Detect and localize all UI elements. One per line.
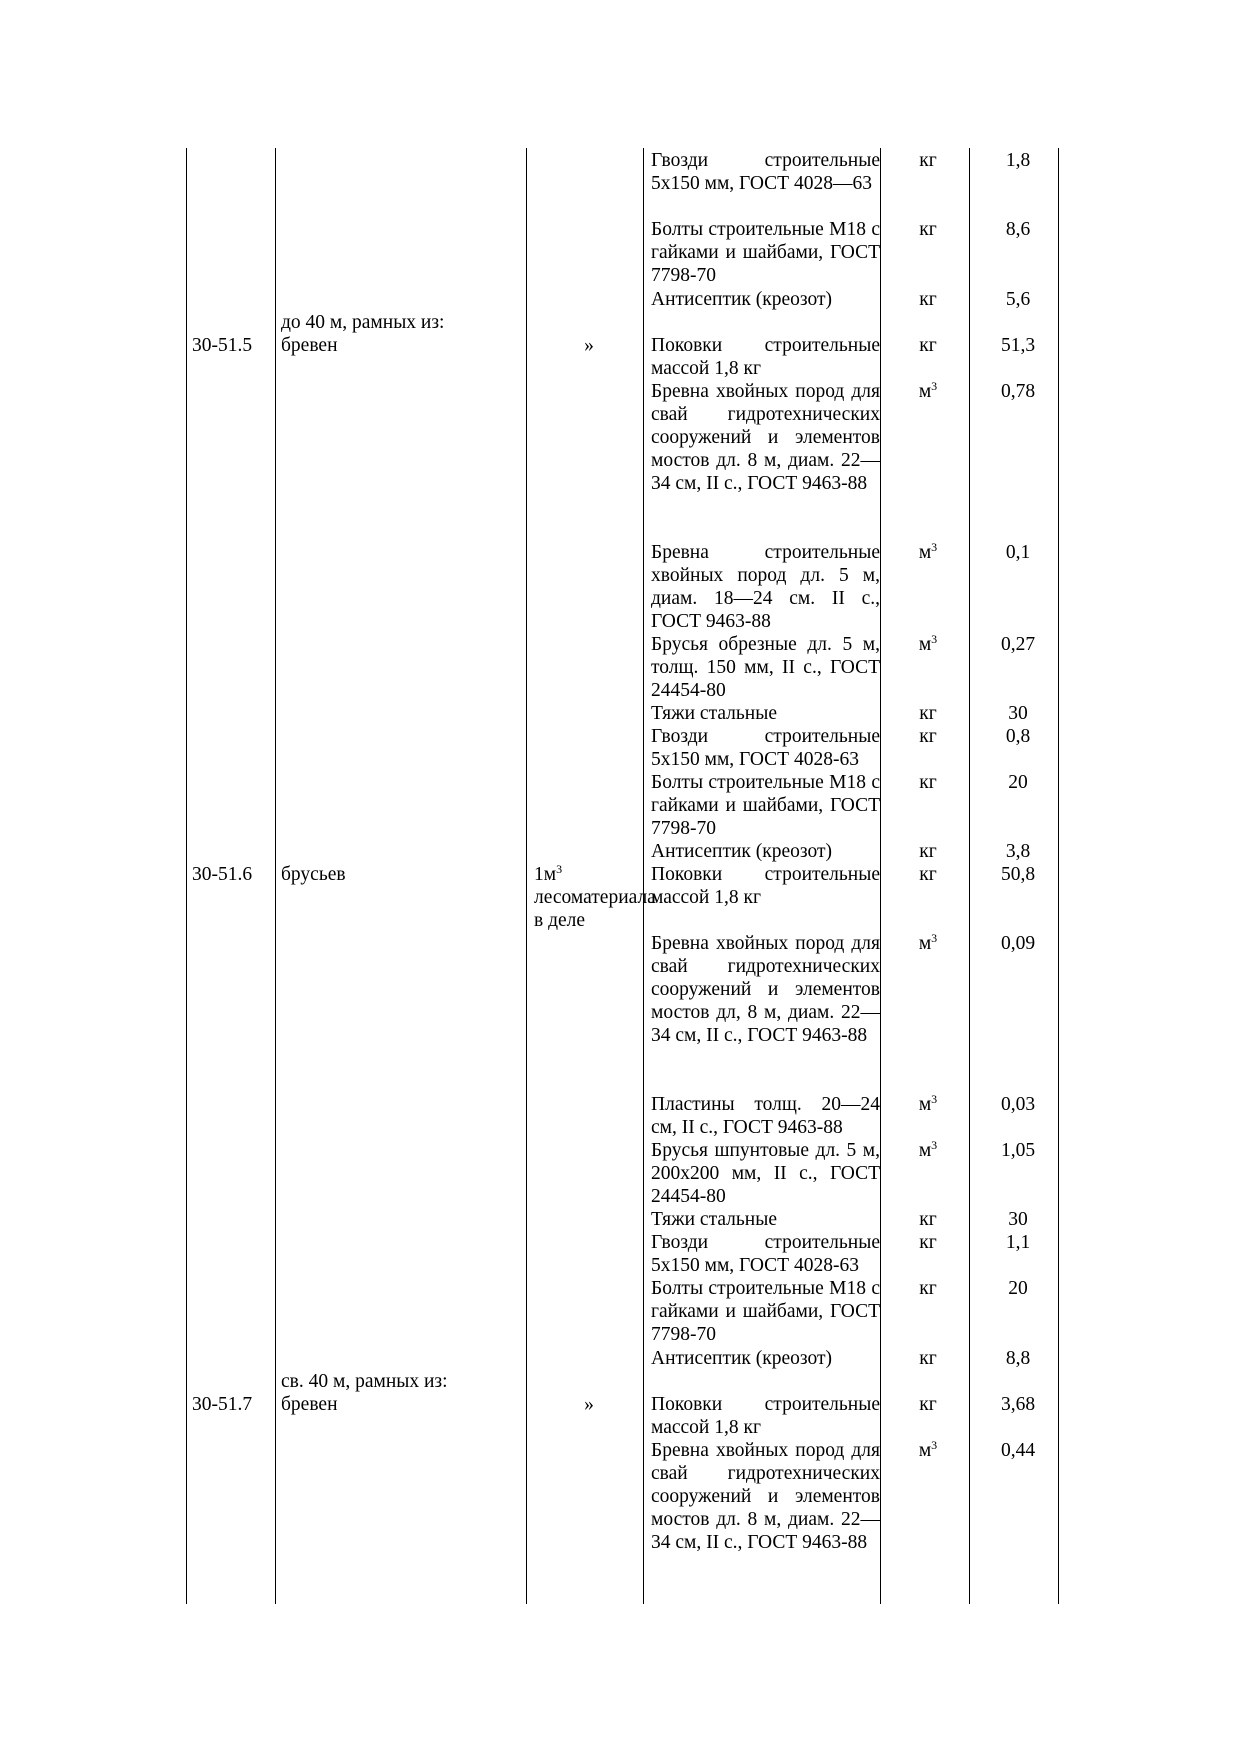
material-quantity: 3,68 (1000, 1394, 1036, 1415)
work-name: брусьев (281, 864, 346, 885)
material-unit (888, 218, 968, 241)
measure-unit-text: лесоматериала в деле (534, 887, 656, 931)
material-unit (888, 840, 968, 863)
material-quantity: 3,8 (1005, 841, 1031, 862)
material-name: Болты строительные M18 с гайками и шайбами, ГОСТ 7798-70 (651, 1278, 880, 1345)
material-unit (888, 288, 968, 311)
material-quantity: 0,1 (1005, 542, 1031, 563)
material-name: Гвозди строительные 5x150 мм, ГОСТ 4028—63 (651, 150, 880, 194)
measure-unit: » (584, 335, 594, 356)
material-name: Бревна хвойных пород для свай гидротехнических сооружений и элементов мостов дл, 8 м, диам. 22—34 см, II с., ГОСТ 9463-88 (651, 933, 880, 1046)
material-unit (888, 1439, 968, 1462)
material-name: Болты строительные M18 с гайками и шайбами, ГОСТ 7798-70 (651, 219, 880, 286)
material-quantity: 0,8 (1005, 726, 1031, 747)
material-quantity: 5,6 (1005, 289, 1031, 310)
material-unit (888, 771, 968, 794)
material-unit (888, 702, 968, 725)
material-quantity: 1,8 (1005, 150, 1031, 171)
material-unit-exponent: 3 (931, 931, 938, 945)
column-divider-4 (880, 148, 881, 1604)
material-unit-exponent: 3 (931, 540, 938, 554)
material-unit-exponent: 3 (931, 1138, 938, 1152)
material-unit-base: кг (919, 150, 937, 171)
material-quantity: 0,44 (1000, 1440, 1036, 1461)
material-unit (888, 1347, 968, 1370)
material-name: Поковки строительные массой 1,8 кг (651, 335, 880, 379)
material-name: Болты строительные M18 с гайками и шайбами, ГОСТ 7798-70 (651, 772, 880, 839)
measure-unit-base: 1м (534, 864, 557, 885)
material-unit (888, 380, 968, 403)
material-unit-base: кг (919, 1232, 937, 1253)
material-quantity: 20 (1008, 1278, 1028, 1299)
material-unit-exponent: 3 (931, 379, 938, 393)
material-unit-base: кг (919, 289, 937, 310)
item-code: 30-51.7 (192, 1394, 253, 1415)
table-border-right (1058, 148, 1059, 1604)
material-name: Антисептик (креозот) (651, 1348, 832, 1369)
material-unit-base: кг (919, 219, 937, 240)
measure-unit: » (584, 1394, 594, 1415)
material-quantity: 50,8 (1000, 864, 1036, 885)
material-name: Антисептик (креозот) (651, 289, 832, 310)
material-unit-base: кг (919, 335, 937, 356)
material-name: Пластины толщ. 20—24 см, II с., ГОСТ 9463-88 (651, 1094, 880, 1138)
material-quantity: 30 (1008, 703, 1028, 724)
measure-unit (534, 862, 656, 932)
material-name: Поковки строительные массой 1,8 кг (651, 864, 880, 908)
material-unit-base: кг (919, 841, 937, 862)
material-unit (888, 1208, 968, 1231)
material-unit-exponent: 3 (931, 632, 938, 646)
material-unit (888, 149, 968, 172)
table-border-left (186, 148, 187, 1604)
material-unit-base: м (918, 1440, 932, 1461)
column-divider-5 (969, 148, 970, 1604)
material-name: Бревна хвойных пород для свай гидротехнических сооружений и элементов мостов дл. 8 м, диам. 22—34 см, II с., ГОСТ 9463-88 (651, 381, 880, 494)
material-name: Гвозди строительные 5x150 мм, ГОСТ 4028-63 (651, 726, 880, 770)
material-unit (888, 1393, 968, 1416)
material-unit-base: кг (919, 772, 937, 793)
material-unit-base: м (918, 381, 932, 402)
material-unit-exponent: 3 (931, 1438, 938, 1452)
work-name: св. 40 м, рамных из: (281, 1371, 448, 1392)
work-name: до 40 м, рамных из: (281, 312, 445, 333)
material-name: Поковки строительные массой 1,8 кг (651, 1394, 880, 1438)
material-unit (888, 863, 968, 886)
material-unit-base: м (918, 933, 932, 954)
material-unit-base: кг (919, 864, 937, 885)
material-quantity: 30 (1008, 1209, 1028, 1230)
material-unit-base: кг (919, 1209, 937, 1230)
material-unit (888, 725, 968, 748)
material-unit-base: м (918, 542, 932, 563)
material-name: Тяжи стальные (651, 1209, 777, 1230)
material-unit-base: кг (919, 703, 937, 724)
material-name: Антисептик (креозот) (651, 841, 832, 862)
material-unit-base: м (918, 1094, 932, 1115)
material-quantity: 1,05 (1000, 1140, 1036, 1161)
material-unit-base: кг (919, 726, 937, 747)
material-unit (888, 1277, 968, 1300)
material-quantity: 0,03 (1000, 1094, 1036, 1115)
material-unit-base: м (918, 634, 932, 655)
material-unit (888, 1139, 968, 1162)
material-quantity: 20 (1008, 772, 1028, 793)
material-quantity: 1,1 (1005, 1232, 1031, 1253)
material-unit (888, 1231, 968, 1254)
material-quantity: 0,78 (1000, 381, 1036, 402)
material-unit-base: кг (919, 1394, 937, 1415)
material-quantity: 0,09 (1000, 933, 1036, 954)
material-unit-base: кг (919, 1348, 937, 1369)
material-quantity: 8,6 (1005, 219, 1031, 240)
work-name: бревен (281, 335, 338, 356)
material-unit (888, 541, 968, 564)
material-name: Тяжи стальные (651, 703, 777, 724)
material-quantity: 8,8 (1005, 1348, 1031, 1369)
material-name: Гвозди строительные 5x150 мм, ГОСТ 4028-63 (651, 1232, 880, 1276)
item-code: 30-51.5 (192, 335, 253, 356)
material-unit-exponent: 3 (931, 1092, 938, 1106)
material-unit (888, 334, 968, 357)
material-name: Бревна строительные хвойных пород дл. 5 м, диам. 18—24 см. II с., ГОСТ 9463-88 (651, 542, 880, 632)
material-quantity: 0,27 (1000, 634, 1036, 655)
work-name: бревен (281, 1394, 338, 1415)
material-name: Брусья шпунтовые дл. 5 м, 200x200 мм, II с., ГОСТ 24454-80 (651, 1140, 880, 1207)
material-name: Бревна хвойных пород для свай гидротехнических сооружений и элементов мостов дл. 8 м, диам. 22—34 см, II с., ГОСТ 9463-88 (651, 1440, 880, 1553)
material-unit-base: кг (919, 1278, 937, 1299)
item-code: 30-51.6 (192, 864, 253, 885)
material-unit (888, 932, 968, 955)
material-quantity: 51,3 (1000, 335, 1036, 356)
material-name: Брусья обрезные дл. 5 м, толщ. 150 мм, II с., ГОСТ 24454-80 (651, 634, 880, 701)
material-unit (888, 1093, 968, 1116)
material-unit-base: м (918, 1140, 932, 1161)
material-unit (888, 633, 968, 656)
column-divider-2 (526, 148, 527, 1604)
column-divider-1 (275, 148, 276, 1604)
measure-unit-exponent: 3 (556, 862, 563, 876)
